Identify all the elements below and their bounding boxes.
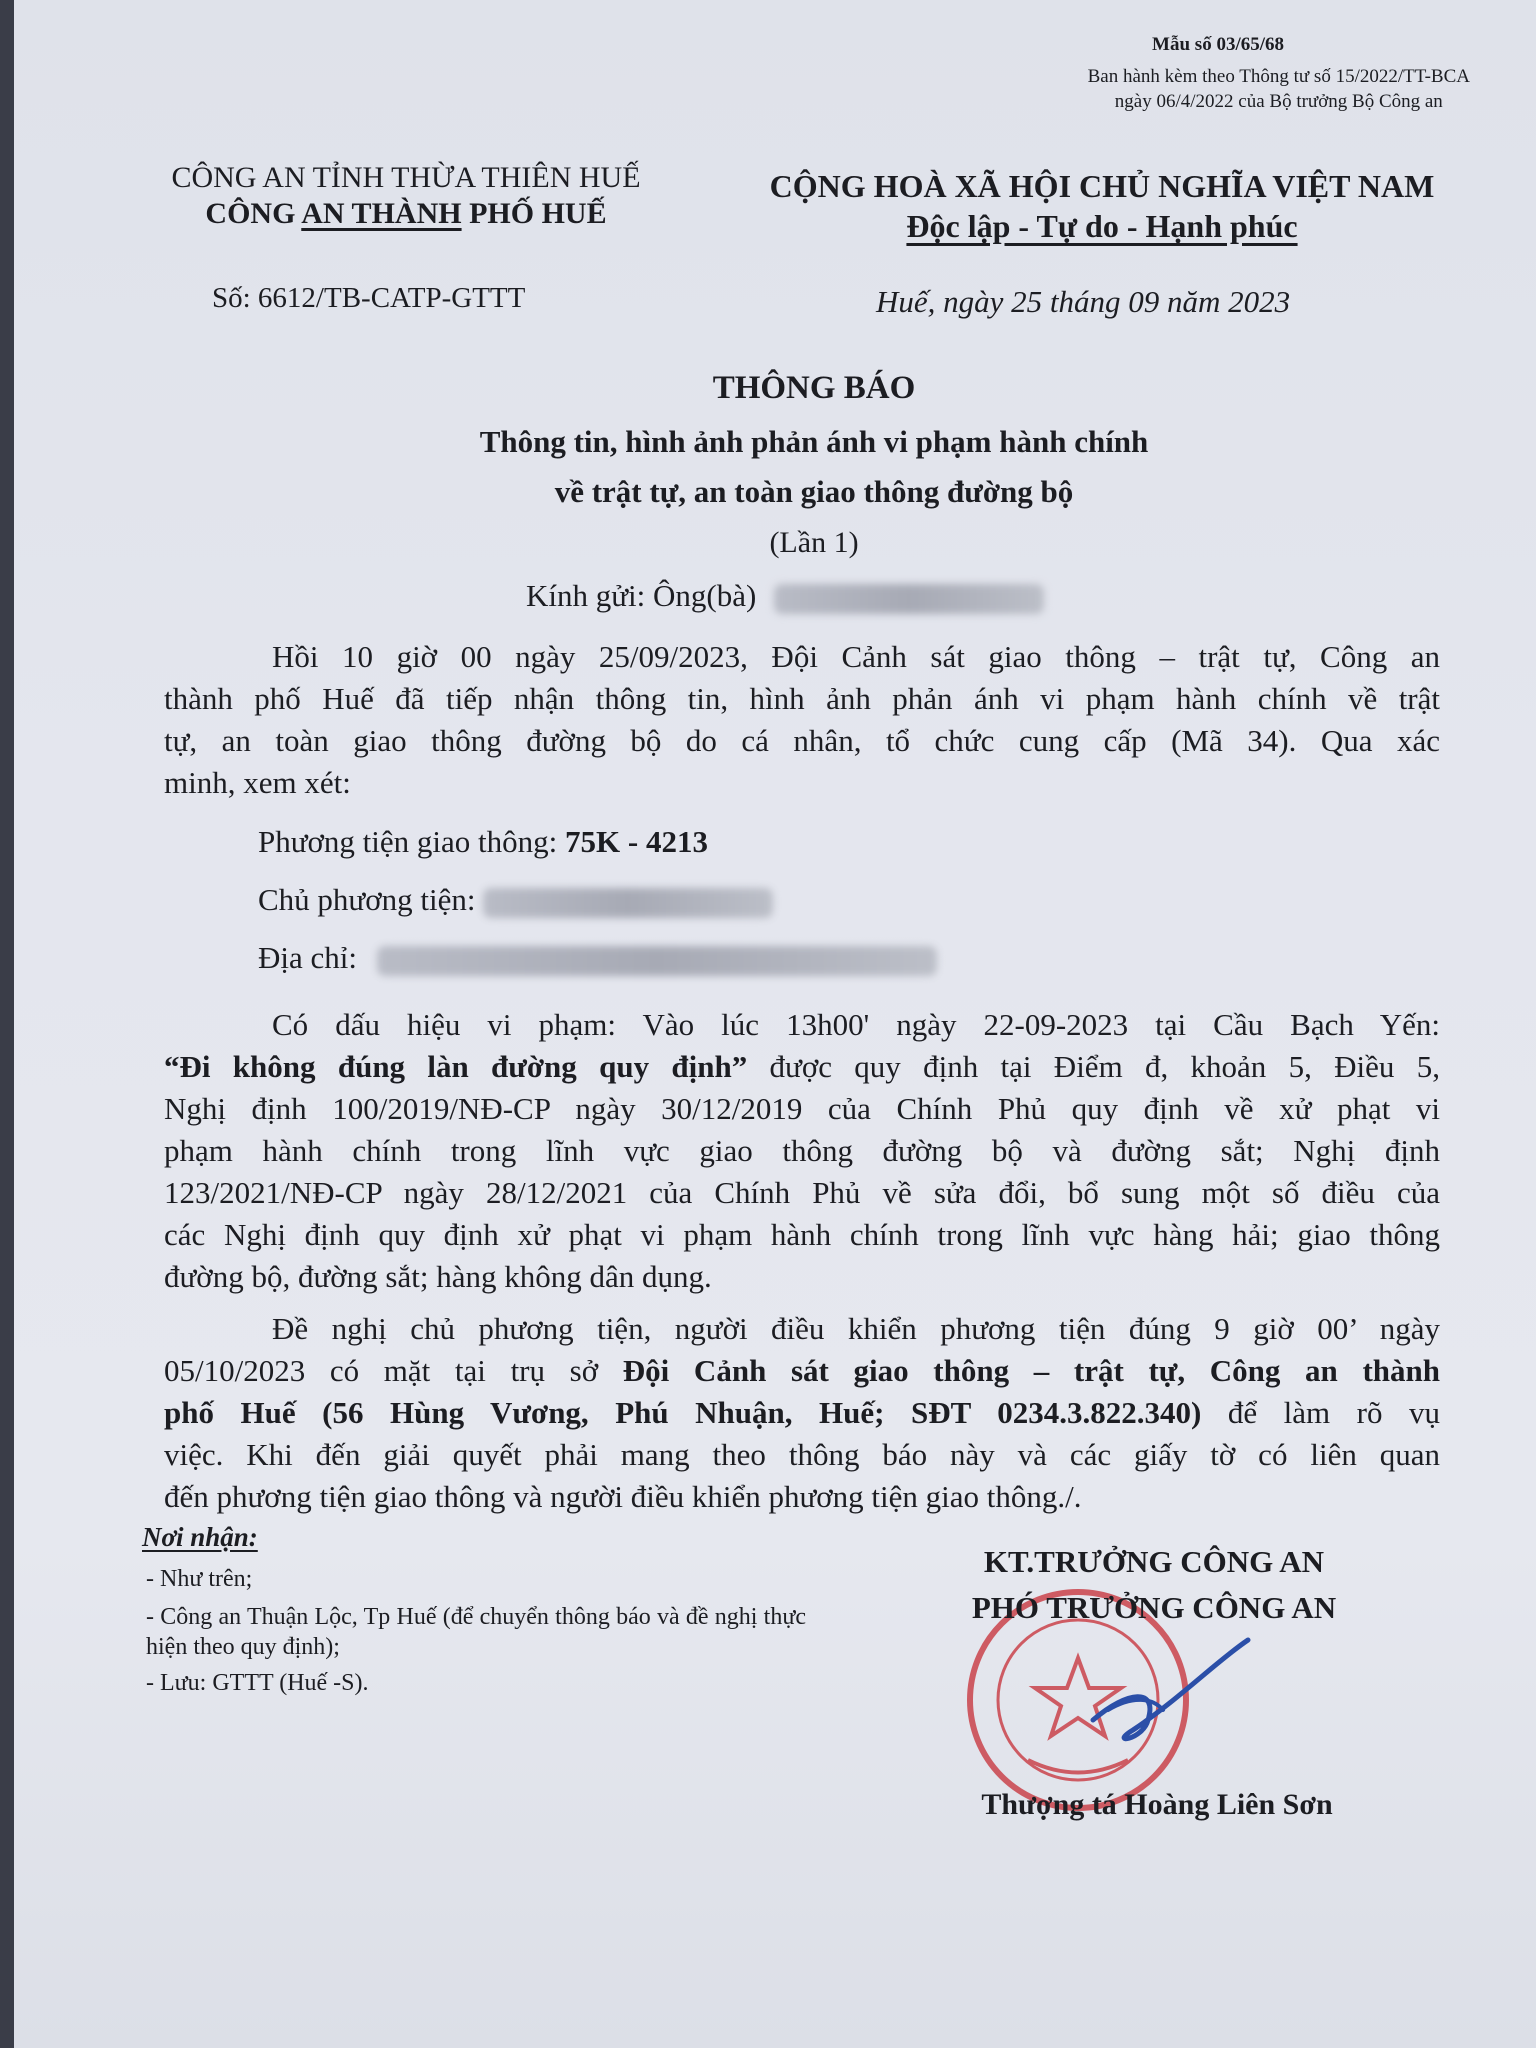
p3-line-3: [164, 1392, 1440, 1434]
address-row: [258, 940, 937, 976]
recipient-3: - Lưu: GTTT (Huế -S).: [146, 1670, 369, 1696]
agency-name: [126, 196, 686, 232]
recipient-2: - Công an Thuận Lộc, Tp Huế (để chuyển thông báo và đề nghị thực hiện theo quy định);: [146, 1604, 806, 1660]
doc-subtitle-2: về trật tự, an toàn giao thông đường bộ: [554, 474, 1074, 509]
p1-line-3: tự, an toàn giao thông đường bộ do cá nhân, tổ chức cung cấp (Mã 34). Qua xác: [164, 723, 1440, 758]
national-header: [722, 166, 1482, 253]
p2-line-3: Nghị định 100/2019/NĐ-CP ngày 30/12/2019 của Chính Phủ quy định về xử phạt vi: [164, 1091, 1440, 1126]
salutation: [526, 578, 1044, 614]
p3-office-b: phố Huế (56 Hùng Vương, Phú Nhuận, Huế; SĐT 0234.3.822.340): [164, 1395, 1202, 1430]
vehicle-plate: 75K - 4213: [565, 824, 708, 859]
p3-line-4: việc. Khi đến giải quyết phải mang theo thông báo này và các giấy tờ có liên quan: [164, 1437, 1440, 1472]
redacted-owner: [483, 888, 773, 918]
violation-name: “Đi không đúng làn đường quy định”: [164, 1049, 748, 1084]
salutation-text: Kính gửi: Ông(bà): [526, 578, 757, 613]
p3-line-5: đến phương tiện giao thông và người điều khiển phương tiện giao thông./.: [164, 1479, 1082, 1514]
agency-name-part-b: AN THÀNH: [301, 197, 462, 230]
owner-label: Chủ phương tiện:: [258, 882, 484, 917]
dateline: Huế, ngày 25 tháng 09 năm 2023: [876, 284, 1291, 319]
p2-line-6: các Nghị định quy định xử phạt vi phạm hành chính trong lĩnh vực hàng hải; giao thông: [164, 1217, 1440, 1252]
agency-name-part-c: PHỐ HUẾ: [461, 197, 607, 230]
vehicle-label: Phương tiện giao thông:: [258, 824, 566, 859]
motto: Độc lập - Tự do - Hạnh phúc: [906, 208, 1298, 244]
issuing-agency: [126, 160, 686, 232]
redacted-address: [377, 946, 937, 976]
recipients-heading: Nơi nhận:: [142, 1522, 258, 1552]
p3-line-1: Đề nghị chủ phương tiện, người điều khiển phương tiện đúng 9 giờ 00’ ngày: [272, 1311, 1440, 1346]
signer-name: Thượng tá Hoàng Liên Sơn: [981, 1788, 1333, 1821]
p3-line-2a: 05/10/2023 có mặt tại trụ sở: [164, 1353, 623, 1388]
reference-number: Số: 6612/TB-CATP-GTTT: [212, 282, 526, 314]
p3-line-2: [164, 1350, 1440, 1392]
country-name: CỘNG HOÀ XÃ HỘI CHỦ NGHĨA VIỆT NAM: [769, 168, 1435, 204]
agency-name-part-a: CÔNG: [205, 197, 302, 230]
paragraph-violation: [164, 1004, 1440, 1298]
p1-line-2: thành phố Huế đã tiếp nhận thông tin, hình ảnh phản ánh vi phạm hành chính về trật: [164, 681, 1440, 716]
p3-line-3c: để làm rõ vụ: [1201, 1395, 1440, 1430]
document-page: [14, 0, 1536, 2048]
p2-line-5: 123/2021/NĐ-CP ngày 28/12/2021 của Chính Phủ về sửa đổi, bổ sung một số điều của: [164, 1175, 1440, 1210]
p2-line-4: phạm hành chính trong lĩnh vực giao thông đường bộ và đường sắt; Nghị định: [164, 1133, 1440, 1168]
paragraph-summons: [164, 1308, 1440, 1518]
motto-wrap: [722, 206, 1482, 253]
signature-title-2: PHÓ TRƯỞNG CÔNG AN: [971, 1590, 1337, 1625]
decree-line-1: Ban hành kèm theo Thông tư số 15/2022/TT-BCA: [1087, 66, 1470, 87]
doc-subtitle-1: Thông tin, hình ảnh phản ánh vi phạm hành chính: [479, 424, 1149, 459]
redacted-name: [774, 584, 1044, 614]
p3-office-a: Đội Cảnh sát giao thông – trật tự, Công an thành: [622, 1353, 1440, 1388]
decree-reference: [1088, 64, 1470, 114]
address-label: Địa chỉ:: [258, 940, 365, 975]
decree-line-2: ngày 06/4/2022 của Bộ trưởng Bộ Công an: [1114, 91, 1443, 112]
signature-title-1: KT.TRƯỞNG CÔNG AN: [983, 1544, 1325, 1579]
p2-line-1: Có dấu hiệu vi phạm: Vào lúc 13h00' ngày 22-09-2023 tại Cầu Bạch Yến:: [272, 1007, 1440, 1042]
p2-line-2-rest: được quy định tại Điểm đ, khoản 5, Điều 5,: [747, 1049, 1440, 1084]
agency-parent: CÔNG AN TỈNH THỪA THIÊN HUẾ: [171, 161, 641, 194]
form-number: Mẫu số 03/65/68: [1152, 34, 1284, 55]
doc-title: THÔNG BÁO: [712, 370, 916, 406]
p2-line-7: đường bộ, đường sắt; hàng không dân dụng.: [164, 1259, 712, 1294]
owner-row: [258, 882, 773, 918]
vehicle-row: [258, 824, 708, 860]
p1-line-4: minh, xem xét:: [164, 765, 351, 800]
recipient-1: - Như trên;: [146, 1566, 253, 1592]
paragraph-receipt: [164, 636, 1440, 804]
p2-line-2: [164, 1046, 1440, 1088]
p1-line-1: Hồi 10 giờ 00 ngày 25/09/2023, Đội Cảnh sát giao thông – trật tự, Công an: [272, 639, 1440, 674]
doc-round: (Lần 1): [769, 526, 859, 559]
